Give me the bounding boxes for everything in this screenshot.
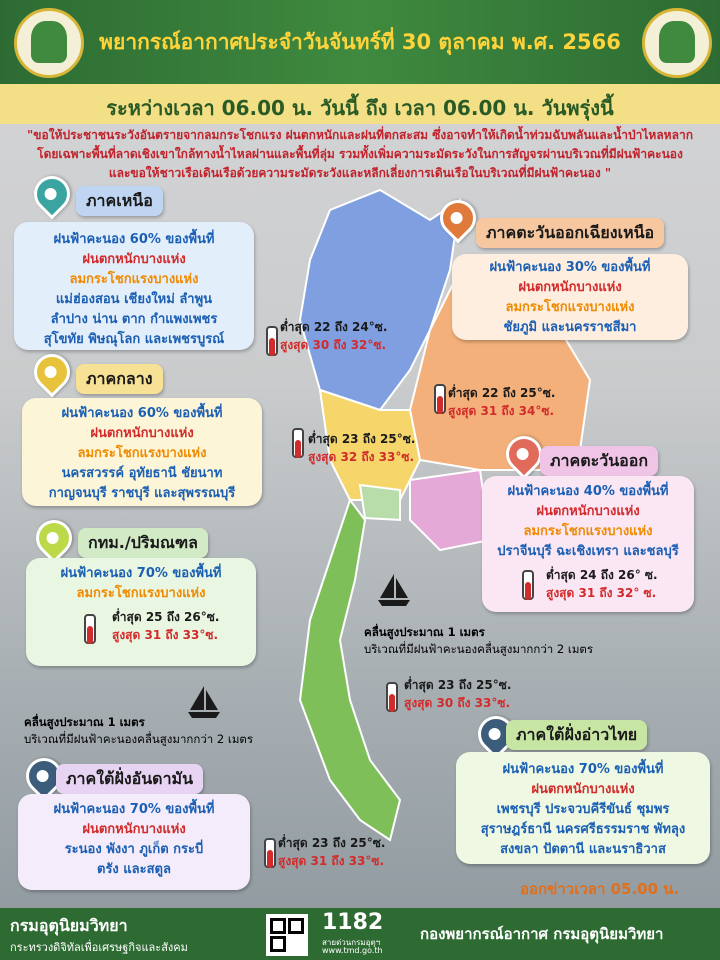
north-temp-min: ต่ำสุด 22 ถึง 24°ซ. xyxy=(280,320,388,334)
location-pin-icon xyxy=(27,347,78,398)
central-rain: ฝนฟ้าคะนอง 60% ของพื้นที่ xyxy=(61,406,223,421)
east-gust: ลมกระโชกแรงบางแห่ง xyxy=(523,524,653,539)
north-areas-3: สุโขทัย พิษณุโลก และเพชรบูรณ์ xyxy=(43,332,225,347)
northeast-rain: ฝนฟ้าคะนอง 30% ของพื้นที่ xyxy=(489,260,651,275)
region-tab-bangkok: กทม./ปริมณฑล xyxy=(78,528,208,558)
south-andaman-areas-1: ระนอง พังงา ภูเก็ต กระบี่ xyxy=(64,842,204,857)
hotline-label: สายด่วนกรมอุตุฯ xyxy=(322,938,381,947)
thermometer-icon xyxy=(522,570,534,600)
region-tab-central: ภาคกลาง xyxy=(76,364,163,394)
north-rain: ฝนฟ้าคะนอง 60% ของพื้นที่ xyxy=(53,232,215,247)
east-heavy-rain: ฝนตกหนักบางแห่ง xyxy=(536,504,640,519)
warning-line-3: และขอให้ชาวเรือเดินเรือด้วยความระมัดระวังและหลีกเลี่ยงการเดินเรือในบริเวณที่มีฝนฟ้าคะนอง " xyxy=(108,166,612,180)
south-gulf-temp-max: สูงสุด 30 ถึง 33°ซ. xyxy=(404,696,511,710)
andaman-wave-title: คลื่นสูงประมาณ 1 เมตร xyxy=(24,715,145,729)
bangkok-temp-max: สูงสุด 31 ถึง 33°ซ. xyxy=(112,628,219,642)
thermometer-icon xyxy=(84,614,96,644)
east-temp-max: สูงสุด 31 ถึง 32° ซ. xyxy=(546,586,657,600)
east-areas-1: ปราจีนบุรี ฉะเชิงเทรา และชลบุรี xyxy=(497,544,679,559)
south-andaman-rain: ฝนฟ้าคะนอง 70% ของพื้นที่ xyxy=(53,802,215,817)
thermometer-icon xyxy=(264,838,276,868)
website-link[interactable]: www.tmd.go.th xyxy=(322,946,383,955)
region-card-north xyxy=(14,222,254,350)
central-temp-min: ต่ำสุด 23 ถึง 25°ซ. xyxy=(308,432,416,446)
region-card-south-andaman xyxy=(18,794,250,890)
thermometer-icon xyxy=(434,384,446,414)
warning-message xyxy=(10,126,710,183)
region-tab-south-andaman: ภาคใต้ฝั่งอันดามัน xyxy=(56,764,203,794)
thermometer-icon xyxy=(292,428,304,458)
met-dept-logo-icon xyxy=(642,8,712,78)
region-tab-north: ภาคเหนือ xyxy=(76,186,163,216)
northeast-areas-1: ชัยภูมิ และนครราชสีมา xyxy=(503,320,637,335)
sailboat-icon xyxy=(374,572,414,608)
north-temp-max: สูงสุด 30 ถึง 32°ซ. xyxy=(280,338,387,352)
north-gust: ลมกระโชกแรงบางแห่ง xyxy=(69,272,199,287)
andaman-wave-note: บริเวณที่มีฝนฟ้าคะนองคลื่นสูงมากกว่า 2 เมตร xyxy=(24,732,254,746)
south-gulf-temp-min: ต่ำสุด 23 ถึง 25°ซ. xyxy=(404,678,512,692)
header-bar xyxy=(0,0,720,84)
andaman-wave-info xyxy=(24,714,253,748)
central-heavy-rain: ฝนตกหนักบางแห่ง xyxy=(90,426,194,441)
footer-org: กรมอุตุนิยมวิทยา xyxy=(10,916,128,935)
region-tab-south-gulf: ภาคใต้ฝั่งอ่าวไทย xyxy=(506,720,647,750)
warning-line-1: "ขอให้ประชาชนระวังอันตรายจากลมกระโชกแรง ฝนตกหนักและฝนที่ตกสะสม ซึ่งอาจทำให้เกิดน้ำท่วมฉับพลันและน้ำป่าไหลหลาก xyxy=(27,128,693,142)
south-gulf-rain: ฝนฟ้าคะนอง 70% ของพื้นที่ xyxy=(502,762,664,777)
south-andaman-heavy-rain: ฝนตกหนักบางแห่ง xyxy=(82,822,186,837)
location-pin-icon xyxy=(29,513,80,564)
south-gulf-areas-2: สุราษฎร์ธานี นครศรีธรรมราช พัทลุง xyxy=(480,822,686,837)
qr-code-icon[interactable] xyxy=(266,914,308,956)
page-title: พยากรณ์อากาศประจำวันจันทร์ที่ 30 ตุลาคม พ.ศ. 2566 xyxy=(99,30,621,54)
south-andaman-temp-min: ต่ำสุด 23 ถึง 25°ซ. xyxy=(278,836,386,850)
footer-bar xyxy=(0,908,720,960)
south-andaman-areas-2: ตรัง และสตูล xyxy=(97,862,171,877)
gulf-wave-title: คลื่นสูงประมาณ 1 เมตร xyxy=(364,625,485,639)
time-range-banner xyxy=(0,84,720,124)
north-areas-1: แม่ฮ่องสอน เชียงใหม่ ลำพูน xyxy=(55,292,213,307)
south-gulf-areas-1: เพชรบุรี ประจวบคีรีขันธ์ ชุมพร xyxy=(496,802,670,817)
warning-line-2: โดยเฉพาะพื้นที่ลาดเชิงเขาใกล้ทางน้ำไหลผ่านและพื้นที่ลุ่ม รวมทั้งเพิ่มความระมัดระวังในการสัญจรผ่านบริเวณที่มีฝนฟ้าคะนอง xyxy=(37,147,683,161)
region-tab-northeast: ภาคตะวันออกเฉียงเหนือ xyxy=(476,218,664,248)
south-gulf-heavy-rain: ฝนตกหนักบางแห่ง xyxy=(531,782,635,797)
east-temp-min: ต่ำสุด 24 ถึง 26° ซ. xyxy=(546,568,658,582)
thermometer-icon xyxy=(386,682,398,712)
hotline-number: 1182 xyxy=(322,910,384,935)
bangkok-temp-min: ต่ำสุด 25 ถึง 26°ซ. xyxy=(112,610,220,624)
central-gust: ลมกระโชกแรงบางแห่ง xyxy=(77,446,207,461)
footer-division: กองพยากรณ์อากาศ กรมอุตุนิยมวิทยา xyxy=(420,925,664,943)
region-card-northeast xyxy=(452,254,688,340)
northeast-temp-min: ต่ำสุด 22 ถึง 25°ซ. xyxy=(448,386,556,400)
map-south xyxy=(300,500,400,840)
north-heavy-rain: ฝนตกหนักบางแห่ง xyxy=(82,252,186,267)
gulf-wave-note: บริเวณที่มีฝนฟ้าคะนองคลื่นสูงมากกว่า 2 เมตร xyxy=(364,642,594,656)
region-card-bangkok xyxy=(26,558,256,666)
thermometer-icon xyxy=(266,326,278,356)
map-east xyxy=(410,470,490,550)
central-areas-1: นครสวรรค์ อุทัยธานี ชัยนาท xyxy=(61,466,223,481)
bangkok-gust: ลมกระโชกแรงบางแห่ง xyxy=(76,586,206,601)
issue-time: ออกข่าวเวลา 05.00 น. xyxy=(520,880,680,898)
bangkok-rain: ฝนฟ้าคะนอง 70% ของพื้นที่ xyxy=(60,566,222,581)
south-gulf-areas-3: สงขลา ปัตตานี และนราธิวาส xyxy=(500,842,666,857)
region-card-south-gulf xyxy=(456,752,710,864)
northeast-gust: ลมกระโชกแรงบางแห่ง xyxy=(505,300,635,315)
time-range-text: ระหว่างเวลา 06.00 น. วันนี้ ถึง เวลา 06.00 น. วันพรุ่งนี้ xyxy=(106,96,614,120)
gulf-wave-info xyxy=(364,624,593,658)
northeast-temp-max: สูงสุด 31 ถึง 34°ซ. xyxy=(448,404,555,418)
south-andaman-temp-max: สูงสุด 31 ถึง 33°ซ. xyxy=(278,854,385,868)
central-temp-max: สูงสุด 32 ถึง 33°ซ. xyxy=(308,450,415,464)
government-seal-icon xyxy=(14,8,84,78)
region-card-central xyxy=(22,398,262,506)
region-tab-east: ภาคตะวันออก xyxy=(540,446,658,476)
footer-ministry: กระทรวงดิจิทัลเพื่อเศรษฐกิจและสังคม xyxy=(10,941,188,954)
northeast-heavy-rain: ฝนตกหนักบางแห่ง xyxy=(518,280,622,295)
map-bangkok xyxy=(360,485,400,520)
north-areas-2: ลำปาง น่าน ตาก กำแพงเพชร xyxy=(50,312,218,327)
east-rain: ฝนฟ้าคะนอง 40% ของพื้นที่ xyxy=(507,484,669,499)
central-areas-2: กาญจนบุรี ราชบุรี และสุพรรณบุรี xyxy=(48,486,236,501)
